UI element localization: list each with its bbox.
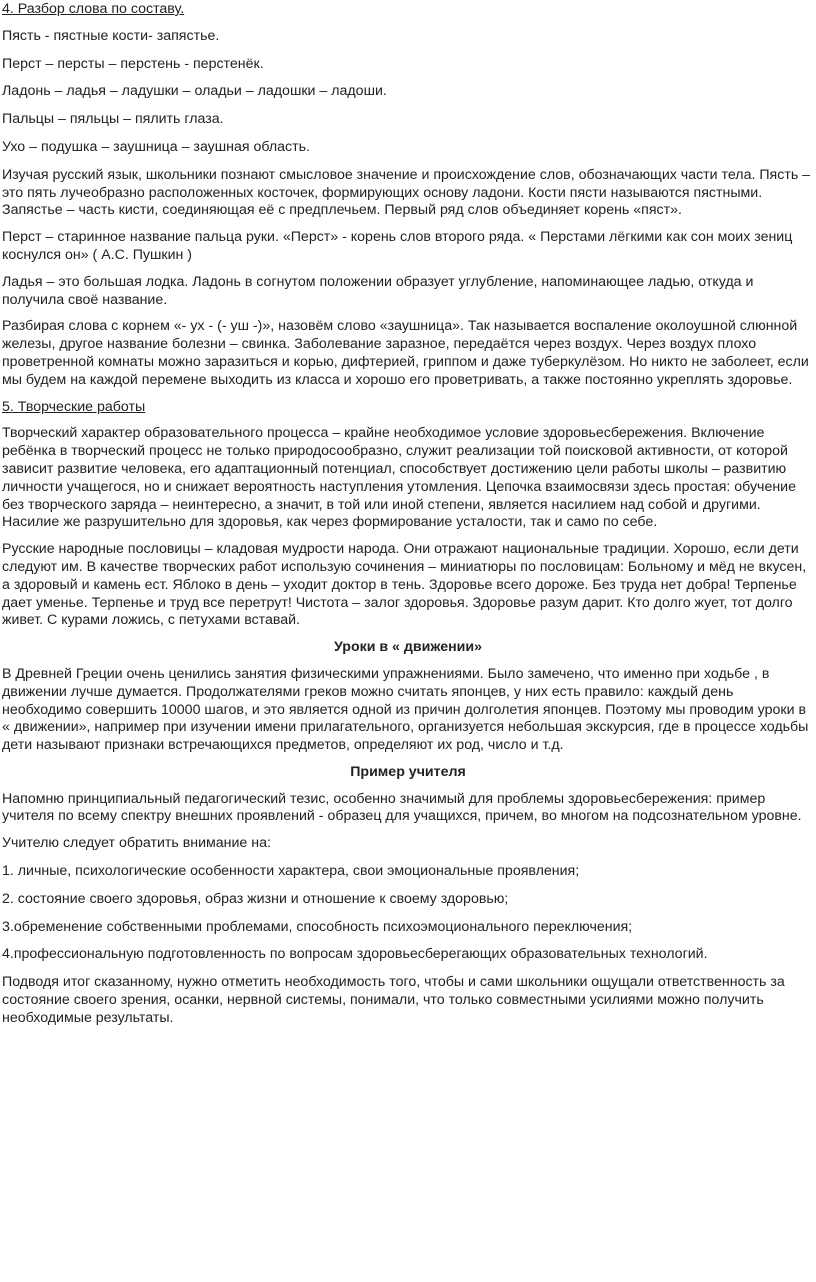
list-item: 3.обременение собственными проблемами, способность психоэмоционального переключения; xyxy=(2,918,633,935)
paragraph: Ладья – это большая лодка. Ладонь в согнутом положении образует углубление, напоминающее ладью, откуда и получила своё название. xyxy=(2,273,754,308)
paragraph: Учителю следует обратить внимание на: xyxy=(2,835,271,852)
word-line-2: Перст – персты – перстень - перстенёк. xyxy=(2,55,264,72)
section-4-heading: 4. Разбор слова по составу. xyxy=(2,1,185,17)
teacher-heading: Пример учителя xyxy=(350,763,466,780)
paragraph: В Древней Греции очень ценились занятия физическими упражнениями. Было замечено, что именно при ходьбе , в движении лучше думается. Продолжателями греков можно считать японцев, у них есть правило: каждый день необходимо совершить 10000 шагов, и это является одной из причин долголетия японцев. Поэтому мы проводим уроки в « движении», например при изучении имени прилагательного, организуется небольшая экскурсия, где в процессе ходьбы дети называют признаки встречающихся предметов, определяют их род, число и т.д. xyxy=(2,665,809,754)
list-item: 4.профессиональную подготовленность по вопросам здоровьесберегающих образовательных технологий. xyxy=(2,946,708,963)
word-line-4: Пальцы – пяльцы – пялить глаза. xyxy=(2,111,224,128)
list-item: 2. состояние своего здоровья, образ жизни и отношение к своему здоровью; xyxy=(2,890,509,907)
conclusion-paragraph: Подводя итог сказанному, нужно отметить необходимость того, чтобы и сами школьники ощущали ответственность за состояние своего зрения, осанки, нервной системы, понимали, что только совместными усилиями можно получить необходимые результаты. xyxy=(2,974,785,1026)
word-line-1: Пясть - пястные кости- запястье. xyxy=(2,27,220,44)
paragraph: Напомню принципиальный педагогический тезис, особенно значимый для проблемы здоровьесбережения: пример учителя по всему спектру внешних проявлений - образец для учащихся, причем, во многом на подсознательном уровне. xyxy=(2,790,802,825)
paragraph: Изучая русский язык, школьники познают смысловое значение и происхождение слов, обозначающих части тела. Пясть – это пять лучеобразно расположенных косточек, формирующих основу ладони. Кости пясти называются пястными. Запястье – часть кисти, соединяющая её с предплечьем. Первый ряд слов объединяет корень «пяст». xyxy=(2,166,811,219)
paragraph: Разбирая слова с корнем «- ух - (- уш -)», назовём слово «заушница». Так называется воспаление околоушной слюнной железы, другое название болезни – свинка. Заболевание заразное, передаётся через воздух. Через воздух плохо проветренной комнаты можно заразиться и корью, дифтерией, гриппом и даже туберкулёзом. Но никто не заболеет, если мы будем на каждой перемене выходить из класса и хорошо его проветривать, а также постоянно укреплять здоровье. xyxy=(2,318,809,388)
section-5-heading: 5. Творческие работы xyxy=(2,398,146,415)
list-item: 1. личные, психологические особенности характера, свои эмоциональные проявления; xyxy=(2,863,580,880)
paragraph: Русские народные пословицы – кладовая мудрости народа. Они отражают национальные традиции. Хорошо, если дети следуют им. В качестве творческих работ использую сочинения – миниатюры по пословицам: Больному и мёд не вкусен, а здоровый и камень ест. Яблоко в день – уходит доктор в тень. Здоровье всего дороже. Без труда нет добра! Терпенье дает уменье. Терпенье и труд все перетрут! Чистота – залог здоровья. Здоровье разум дарит. Кто долго жует, тот долго живет. С курами ложись, с петухами вставай. xyxy=(2,541,807,629)
word-line-3: Ладонь – ладья – ладушки – оладьи – ладошки – ладоши. xyxy=(2,83,387,100)
paragraph: Перст – старинное название пальца руки. «Перст» - корень слов второго ряда. « Перстами лёгкими как сон моих зениц коснулся он» ( А.С. Пушкин ) xyxy=(2,229,793,263)
lessons-heading: Уроки в « движении» xyxy=(334,639,482,656)
word-line-5: Ухо – подушка – заушница – заушная область. xyxy=(2,138,310,155)
paragraph: Творческий характер образовательного процесса – крайне необходимое условие здоровьесбережения. Включение ребёнка в творческий процесс не только природосообразно, служит реализации той поисковой активности, от которой зависит развитие человека, его адаптационный потенциал, способствует достижению цели работы школы – развитию личности учащегося, но и снижает вероятность наступления утомления. Цепочка взаимосвязи здесь простая: обучение без творческого заряда – неинтересно, а значит, в той или иной степени, является насилием над собой и другими. Насилие же разрушительно для здоровья, как через формирование усталости, так и само по себе. xyxy=(2,425,796,531)
